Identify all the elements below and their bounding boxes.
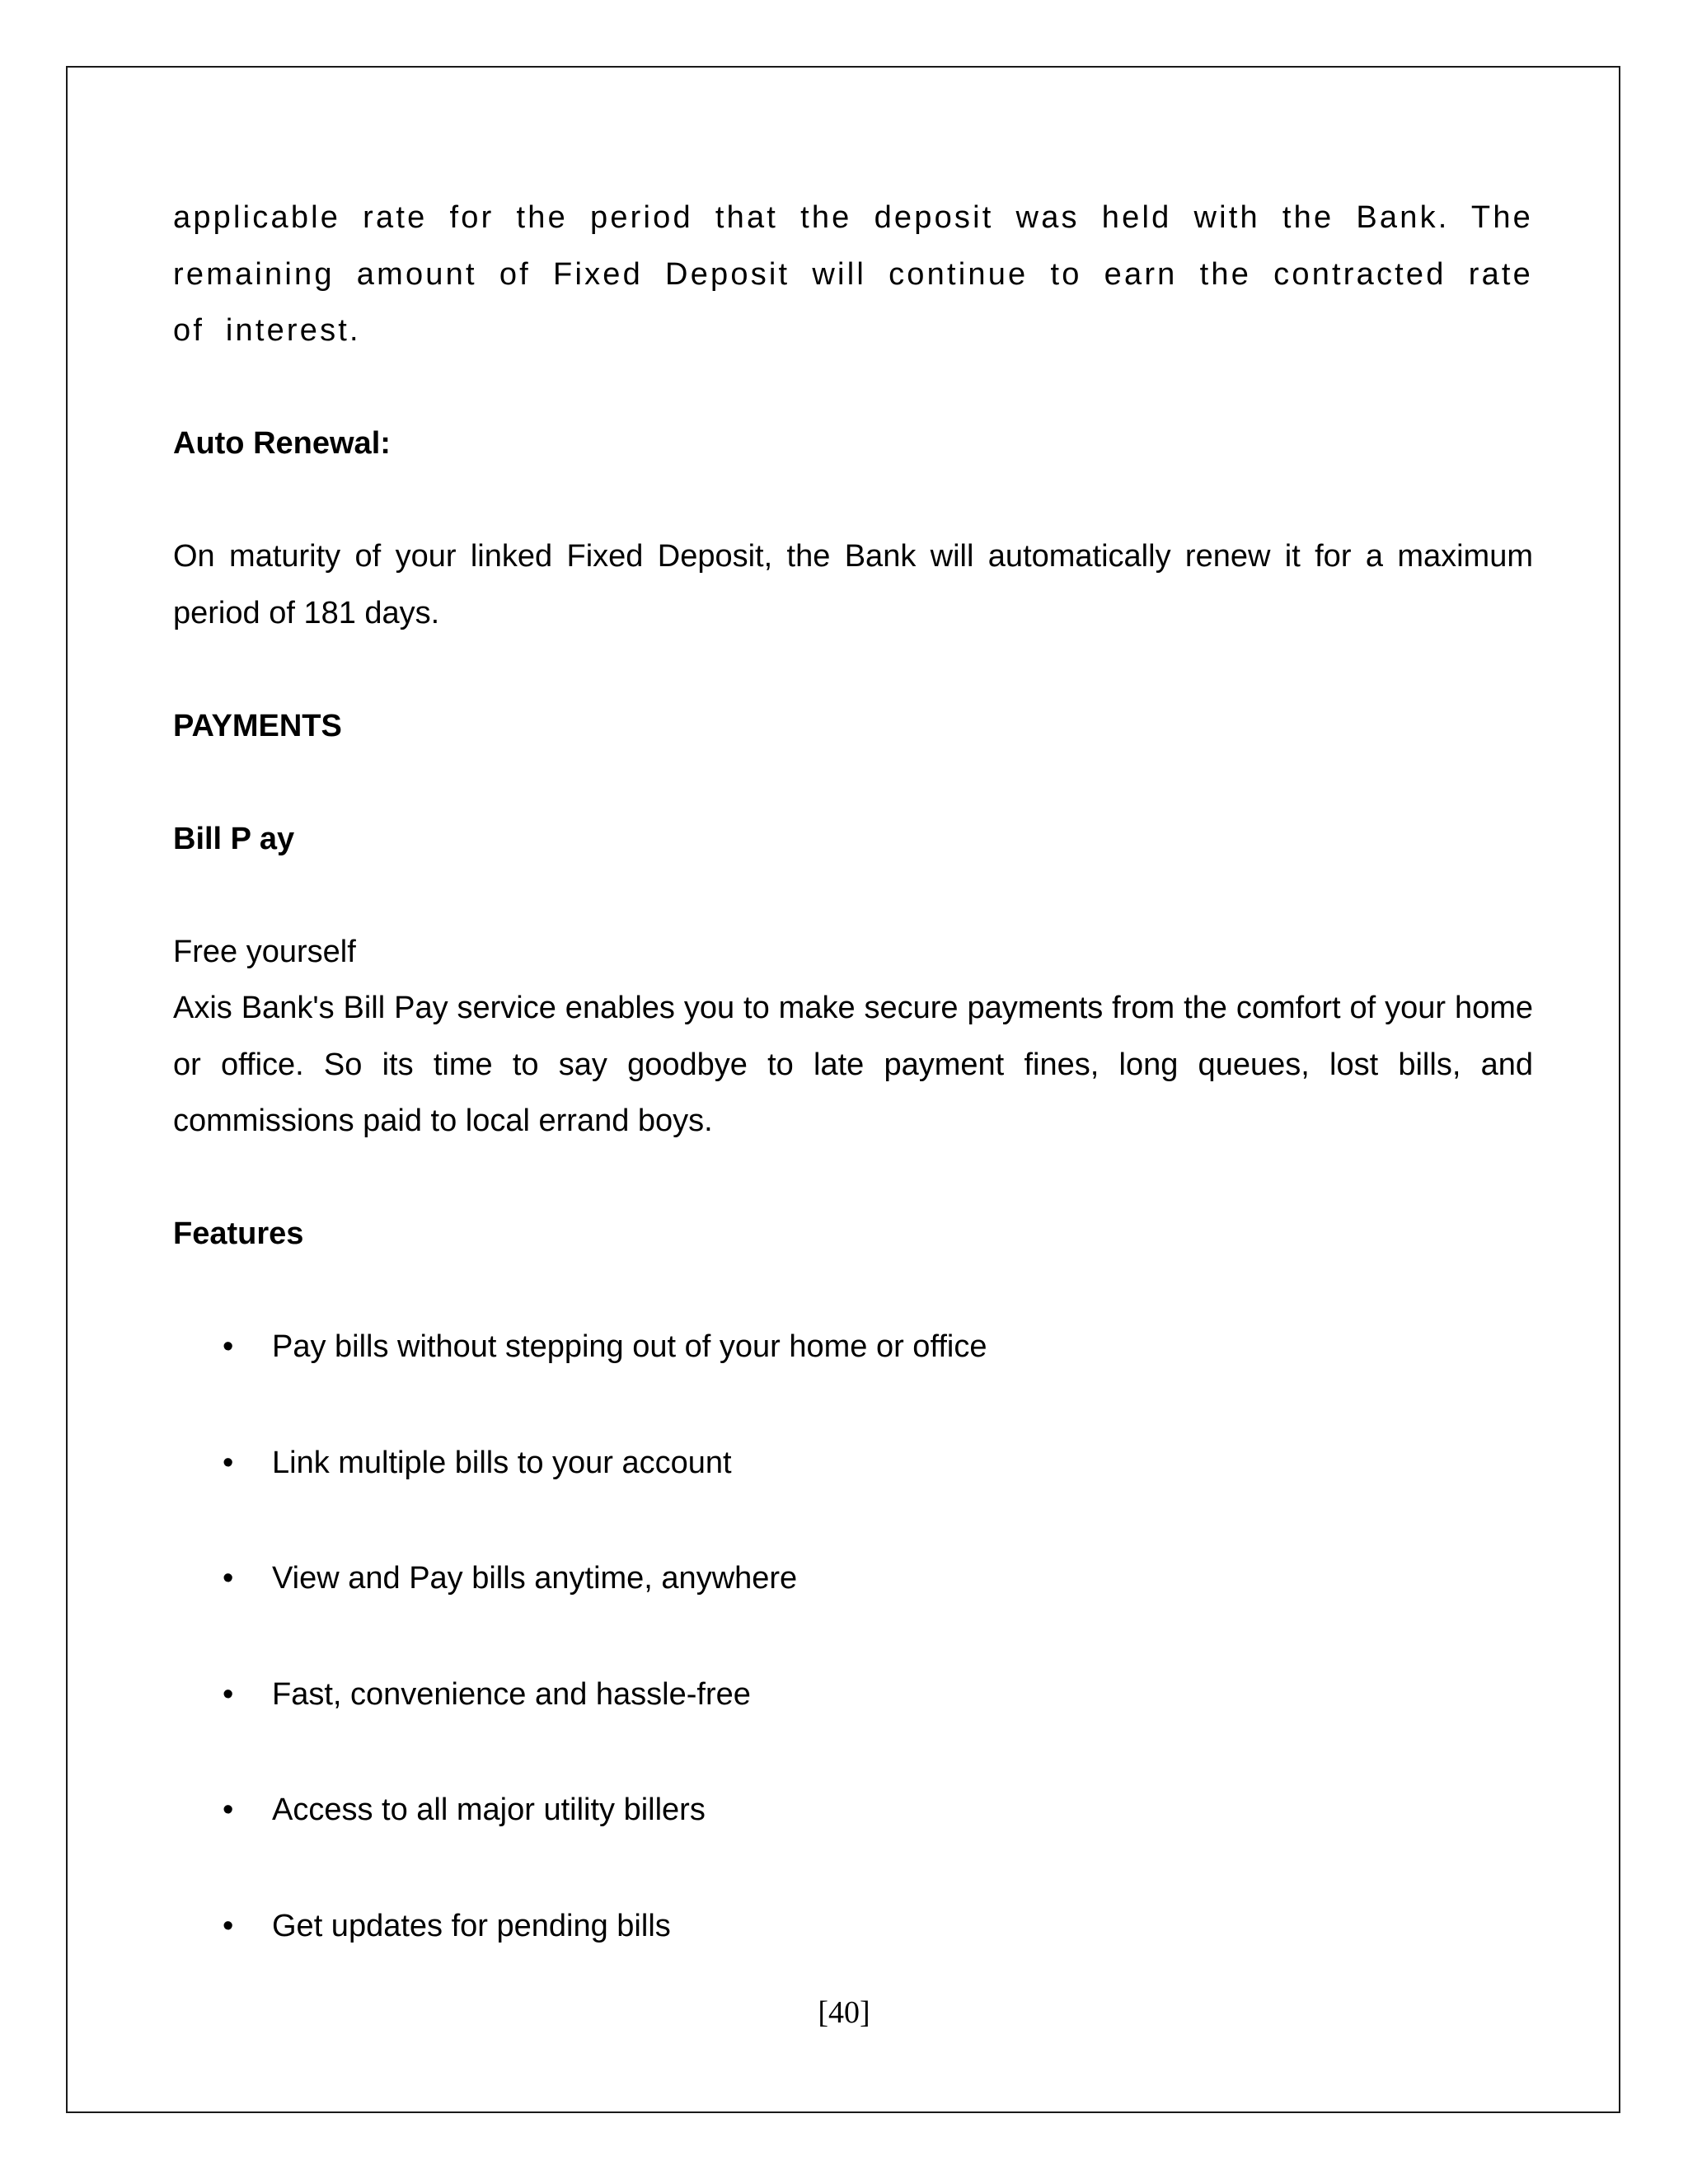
list-item-text: Access to all major utility billers: [272, 1793, 706, 1827]
bill-pay-heading: Bill P ay: [173, 821, 295, 856]
list-item-text: Get updates for pending bills: [272, 1908, 671, 1943]
bullet-icon: •: [223, 1445, 234, 1480]
bullet-icon: •: [223, 1676, 234, 1712]
list-item-text: Fast, convenience and hassle-free: [272, 1676, 751, 1712]
bullet-icon: •: [223, 1908, 234, 1943]
list-item-text: Pay bills without stepping out of your home or office: [272, 1329, 987, 1364]
bill-pay-description: Axis Bank's Bill Pay service enables you to make secure payments from the comfort of your home or office. So its time to say goodbye to late payment fines, long queues, lost bills, and commissions paid to local errand boys.: [173, 991, 1533, 1138]
list-item: [173, 1782, 1533, 1839]
list-item-text: View and Pay bills anytime, anywhere: [272, 1561, 798, 1596]
document-body: [173, 190, 1533, 1954]
payments-heading: PAYMENTS: [173, 708, 342, 743]
auto-renewal-heading: Auto Renewal:: [173, 426, 391, 461]
bullet-icon: •: [223, 1561, 234, 1596]
page-number: [40]: [818, 1995, 870, 2030]
list-item: [173, 1435, 1533, 1492]
list-item: [173, 1666, 1533, 1723]
bullet-icon: •: [223, 1793, 234, 1827]
features-heading: Features: [173, 1216, 304, 1251]
list-item: [173, 1550, 1533, 1607]
list-item: [173, 1319, 1533, 1376]
list-item: [173, 1898, 1533, 1955]
bill-pay-tagline: Free yourself: [173, 934, 356, 969]
continuation-paragraph: applicable rate for the period that the deposit was held with the Bank. The remaining amount of Fixed Deposit will continue to earn the contracted rate of interest.: [173, 200, 1533, 348]
list-item-text: Link multiple bills to your account: [272, 1445, 732, 1480]
features-list: [173, 1319, 1533, 1954]
auto-renewal-paragraph: On maturity of your linked Fixed Deposit, the Bank will automatically renew it for a maximum period of 181 days.: [173, 539, 1533, 630]
bullet-icon: •: [223, 1329, 234, 1364]
